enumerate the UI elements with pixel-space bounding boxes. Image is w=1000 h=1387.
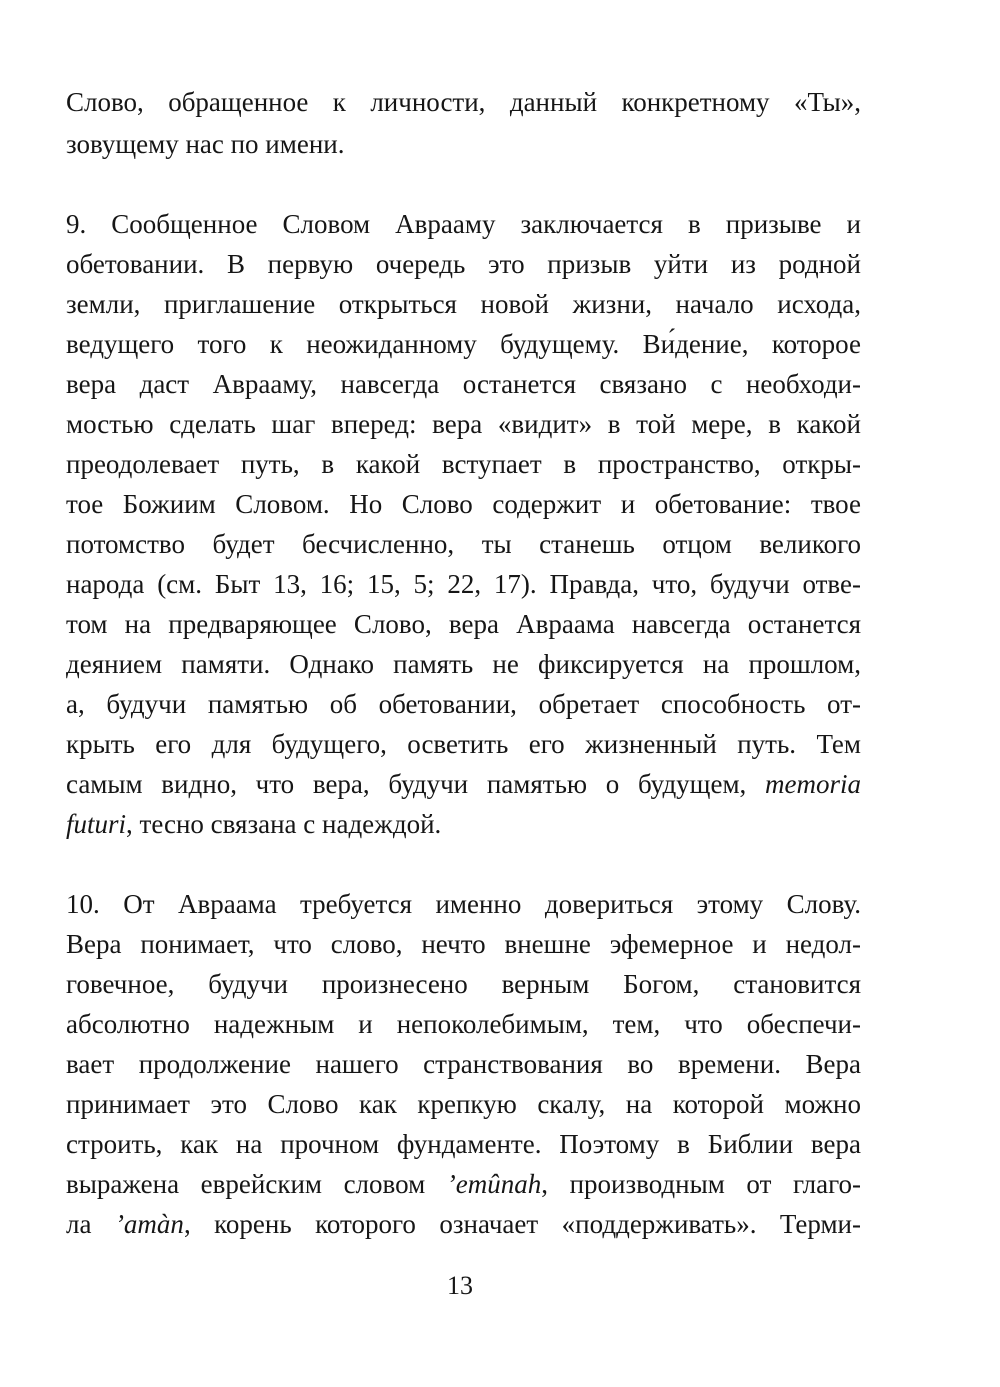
paragraph-9-line: народа (см. Быт 13, 16; 15, 5; 22, 17). Правда, что, будучи отве- bbox=[66, 569, 861, 599]
paragraph-9-line: 9. Сообщенное Словом Аврааму заключается в призыве и bbox=[66, 209, 861, 239]
page-number: 13 bbox=[447, 1271, 473, 1300]
paragraph-9-line: крыть его для будущего, осветить его жизненный путь. Тем bbox=[66, 729, 861, 759]
paragraph-9-line: земли, приглашение открыться новой жизни, начало исхода, bbox=[66, 289, 861, 319]
paragraph-9-line: деянием памяти. Однако память не фиксируется на прошлом, bbox=[66, 649, 861, 679]
paragraph-10-line: говечное, будучи произнесено верным Богом, становится bbox=[66, 969, 861, 999]
paragraph-10-line: выражена еврейским словом ’emûnah, производным от глаго- bbox=[66, 1169, 862, 1199]
paragraph-9-line: обетовании. В первую очередь это призыв уйти из родной bbox=[66, 249, 861, 279]
paragraph-9-line: ведущего того к неожиданному будущему. Ви́дение, которое bbox=[66, 329, 861, 359]
hebrew-term: ’emûnah bbox=[446, 1169, 542, 1199]
paragraph-10-line: принимает это Слово как крепкую скалу, на которой можно bbox=[66, 1089, 861, 1119]
paragraph-9-line: потомство будет бесчисленно, ты станешь отцом великого bbox=[66, 529, 861, 559]
paragraph-10-line: абсолютно надежным и непоколебимым, тем, что обеспечи- bbox=[66, 1009, 861, 1039]
latin-term: futuri bbox=[66, 809, 127, 839]
text-line: Слово, обращенное к личности, данный конкретному «Ты», bbox=[66, 87, 861, 117]
paragraph-10-line: вает продолжение нашего странствования во времени. Вера bbox=[66, 1049, 861, 1079]
hebrew-term: ’amàn bbox=[114, 1209, 184, 1239]
paragraph-9-line: преодолевает путь, в какой вступает в пространство, откры- bbox=[66, 449, 861, 479]
text-line: зовущему нас по имени. bbox=[66, 129, 345, 159]
paragraph-9-line: самым видно, что вера, будучи памятью о будущем, memoria bbox=[66, 769, 861, 799]
paragraph-9-line: а, будучи памятью об обетовании, обретает способность от- bbox=[66, 689, 861, 719]
paragraph-9-line: futuri, тесно связана с надеждой. bbox=[66, 809, 442, 839]
paragraph-9-line: вера даст Аврааму, навсегда останется связано с необходи- bbox=[66, 369, 861, 399]
paragraph-10-line: строить, как на прочном фундаменте. Поэтому в Библии вера bbox=[66, 1129, 861, 1159]
paragraph-9-line: мостью сделать шаг вперед: вера «видит» в той мере, в какой bbox=[66, 409, 861, 439]
paragraph-10-line: Вера понимает, что слово, нечто внешне эфемерное и недол- bbox=[66, 929, 861, 959]
paragraph-9-line: том на предваряющее Слово, вера Авраама навсегда останется bbox=[66, 609, 861, 639]
paragraph-10-line: 10. От Авраама требуется именно довериться этому Слову. bbox=[66, 889, 861, 919]
paragraph-10-line: ла ’amàn, корень которого означает «поддерживать». Терми- bbox=[66, 1209, 861, 1239]
paragraph-9-line: тое Божиим Словом. Но Слово содержит и обетование: твое bbox=[66, 489, 861, 519]
latin-term: memoria bbox=[765, 769, 861, 799]
